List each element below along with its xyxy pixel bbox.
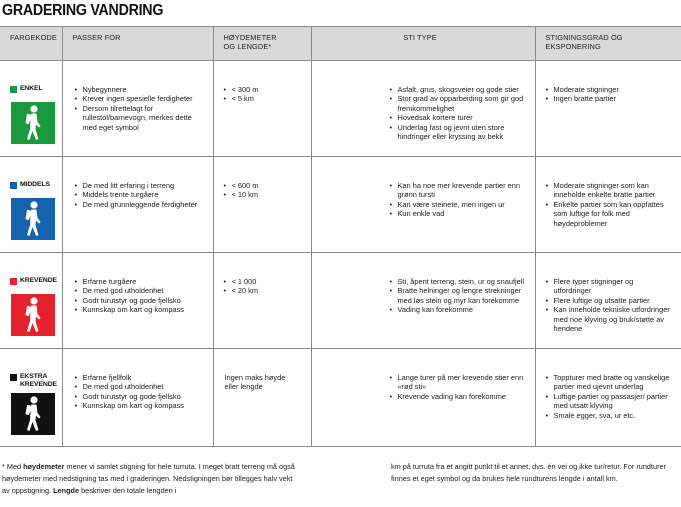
list-item: • < 10 km (224, 190, 311, 199)
table-row-middels (0, 157, 681, 253)
list-item: • Luftige partier og passasjer/ partier med utsatt klyving (546, 392, 674, 411)
header-hoydemeter: HØYDEMETER OG LENGDE* (213, 27, 311, 61)
list-item: • Krever ingen spesielle ferdigheter (75, 94, 205, 103)
green-swatch (10, 86, 17, 93)
list-item: • Underlag fast og jevnt uten store hindringer eller kryssing av bekk (390, 123, 525, 142)
hoydemeter-cell (213, 253, 311, 349)
list-item: • Godt turutstyr og gode fjellsko (75, 392, 205, 401)
header-sti-type: STI TYPE (311, 27, 535, 61)
header-row (0, 27, 681, 61)
hoydemeter-cell (213, 157, 311, 253)
list-item: • Lange turer på mer krevende stier enn «rød sti» (390, 373, 525, 392)
list-item: • Kunnskap om kart og kompass (75, 401, 205, 410)
list-item: • < 5 km (224, 94, 311, 103)
hiker-sign-black-icon (11, 393, 55, 435)
grade-label: MIDDELS (20, 181, 50, 188)
black-swatch (10, 374, 17, 381)
list-item: • Moderate stigninger som kan inneholde enkelte bratte partier (546, 181, 674, 200)
list-item: • Flere typer stigninger og utfordringer (546, 277, 674, 296)
fargekode-cell (0, 349, 62, 447)
header-passer-for: PASSER FOR (62, 27, 213, 61)
list-item: • Krevende vading kan forekomme (390, 392, 525, 401)
table-row-ekstra-krevende (0, 349, 681, 447)
list-item: • Kan være steinete, men ingen ur (390, 200, 525, 209)
passer-for-cell (62, 253, 213, 349)
table-row-krevende (0, 253, 681, 349)
grade-label: KREVENDE (20, 277, 57, 284)
list-item: • Kan ha noe mer krevende partier enn grønn tursti (390, 181, 525, 200)
passer-for-cell (62, 61, 213, 157)
hoydemeter-cell (213, 61, 311, 157)
list-item: • Sti, åpent terreng, stein, ur og snaufjell (390, 277, 525, 286)
fargekode-cell (0, 61, 62, 157)
header-stigningsgrad: STIGNINGSGRAD OG EKSPONERING (535, 27, 681, 61)
hiker-sign-red-icon (11, 294, 55, 336)
list-item: • Godt turutstyr og gode fjellsko (75, 296, 205, 305)
grade-label: ENKEL (20, 85, 43, 92)
sti-type-cell (311, 349, 535, 447)
sti-type-cell (311, 253, 535, 349)
table-row-enkel (0, 61, 681, 157)
list-item: • Smale egger, sva, ur etc. (546, 411, 674, 420)
list-item: • Hovedsak kortere turer (390, 113, 525, 122)
list-item: • Enkelte partier som kan oppfattes som luftige for folk med høydeproblemer (546, 200, 674, 228)
hoydemeter-cell (213, 349, 311, 447)
stigningsgrad-cell (535, 349, 681, 447)
blue-swatch (10, 182, 17, 189)
list-item: • Kun enkle vad (390, 209, 525, 218)
grading-table (0, 26, 681, 447)
list-item: • De med god utholdenhet (75, 286, 205, 295)
header-fargekode: FARGEKODE (0, 27, 62, 61)
stigningsgrad-cell (535, 61, 681, 157)
stigningsgrad-cell (535, 157, 681, 253)
list-item: • Flere luftige og utsatte partier (546, 296, 674, 305)
list-item: • De med grunnleggende ferdigheter (75, 200, 205, 209)
list-item: • Bratte helninger og lengre strekninger med løs stein og myr kan forekomme (390, 286, 525, 305)
list-item: • Vading kan forekomme (390, 305, 525, 314)
list-item: • Kan inneholde tekniske utfordringer med noe klyving og bruk/støtte av hendene (546, 305, 674, 333)
list-item: • Erfarne fjellfolk (75, 373, 205, 382)
hiker-sign-green-icon (11, 102, 55, 144)
list-item: • Nybegynnere (75, 85, 205, 94)
fargekode-cell (0, 253, 62, 349)
grade-label: EKSTRA KREVENDE (20, 373, 57, 388)
list-item: • Dersom tilrettelagt for rullestol/barnevogn, merkes dette med eget symbol (75, 104, 205, 132)
list-item: • Moderate stigninger (546, 85, 674, 94)
passer-for-cell (62, 157, 213, 253)
list-item: • Asfalt, grus, skogsveier og gode stier (390, 85, 525, 94)
hiker-sign-blue-icon (11, 198, 55, 240)
fargekode-cell (0, 157, 62, 253)
list-item: • < 20 km (224, 286, 311, 295)
footnote-right: km på turruta fra et angitt punkt til et annet, dvs. én vei og ikke tur/retur. For rundturer finnes et eget symbol og da brukes hele rundturens lengde i antall km. (391, 462, 666, 483)
list-item: • Kunnskap om kart og kompass (75, 305, 205, 314)
list-item: • Middels trente turgåere (75, 190, 205, 199)
stigningsgrad-cell (535, 253, 681, 349)
list-item: • < 300 m (224, 85, 311, 94)
list-item: • < 600 m (224, 181, 311, 190)
sti-type-cell (311, 157, 535, 253)
red-swatch (10, 278, 17, 285)
page-title: GRADERING VANDRING (2, 2, 164, 19)
hoydemeter-text: Ingen maks høyde eller lengde (224, 373, 286, 392)
footnote-left: * Med høydemeter mener vi samlet stigning for hele turruta. I meget bratt terreng må også høydemeter med nedstigning tas med i graderingen. Nedstigningen bør tillegges halv vekt av oppstigning. Lengde beskriver den totale lengden i (2, 462, 295, 495)
list-item: • De med litt erfaring i terreng (75, 181, 205, 190)
sti-type-cell (311, 61, 535, 157)
list-item: • Erfarne turgåere (75, 277, 205, 286)
list-item: • < 1 000 (224, 277, 311, 286)
list-item: • Toppturer med bratte og vanskelige partier med ujevnt underlag (546, 373, 674, 392)
list-item: • Stor grad av opparbeiding som gir god fremkommelighet (390, 94, 525, 113)
passer-for-cell (62, 349, 213, 447)
list-item: • De med god utholdenhet (75, 382, 205, 391)
list-item: • Ingen bratte partier (546, 94, 674, 103)
